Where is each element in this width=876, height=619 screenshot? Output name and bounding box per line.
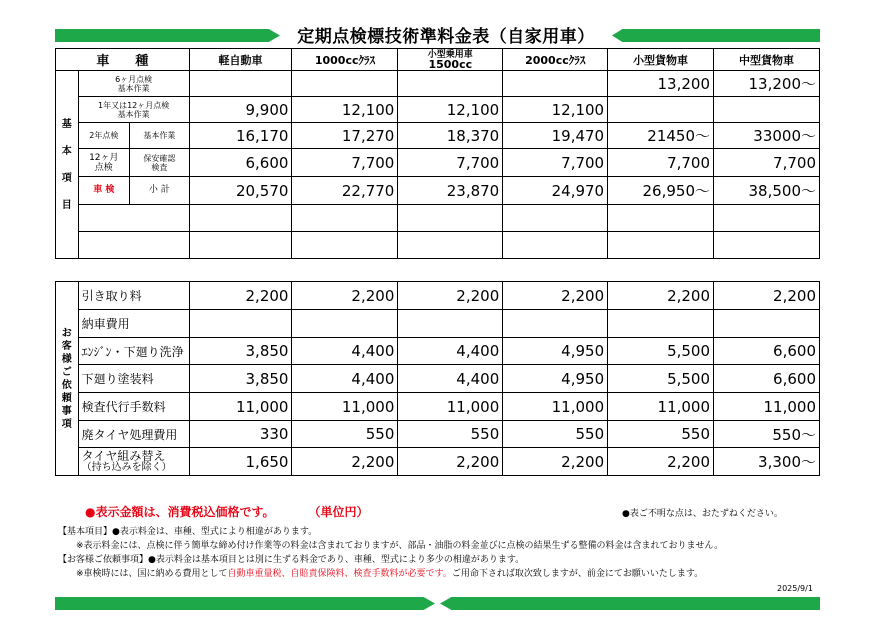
vehicle-type-header: 車 種	[56, 49, 190, 71]
table-row: 検査代行手数料 11,000 11,000 11,000 11,000 11,000 11,000	[56, 393, 820, 421]
col-small-truck: 小型貨物車	[608, 49, 714, 71]
row-label: 1年又は12ヶ月点検 基本作業	[78, 97, 189, 123]
table-row: タイヤ組み替え （持ち込みを除く） 1,650 2,200 2,200 2,200 2,200 3,300～	[56, 448, 820, 476]
title-bar-right	[612, 29, 820, 42]
header-row	[56, 49, 820, 71]
footnote-basic-detail: ※表示料金には、点検に伴う簡単な締め付け作業等の料金は含まれておりますが、部品・油脂の料金並びに点検の結果生ずる整備の料金は含まれておりません。	[58, 541, 724, 551]
inquiry-note: ●表ご不明な点は、おたずねください。	[622, 509, 783, 519]
empty-row	[56, 232, 820, 259]
table-row: 下廻り塗装料 3,850 4,400 4,400 4,950 5,500 6,600	[56, 365, 820, 393]
table-row: 車 検 小 計 20,570 22,770 23,870 24,970 26,950～ 38,500～	[56, 177, 820, 205]
section-label-basic: 基 本 項 目	[56, 71, 79, 259]
col-2000cc: 2000ccｸﾗｽ	[503, 49, 608, 71]
section-label-request: お 客 様 ご 依 頼 事 項	[56, 282, 79, 476]
table-row: 12ヶ月 点検 保安確認 検査 6,600 7,700 7,700 7,700 7,700 7,700	[56, 149, 820, 177]
table-row: 基 本 項 目 6ヶ月点検 基本作業 13,200 13,200～	[56, 71, 820, 97]
issue-date: 2025/9/1	[777, 584, 813, 593]
table-row: 2年点検 基本作業 16,170 17,270 18,370 19,470 21450～ 33000～	[56, 123, 820, 149]
tax-note: ●表示金額は、消費税込価格です。 （単位円）	[85, 505, 369, 519]
col-1500cc: 小型乗用車 1500cc	[398, 49, 503, 71]
col-medium-truck: 中型貨物車	[714, 49, 820, 71]
page-title: 定期点検標技術準料金表（自家用車）	[297, 27, 595, 47]
col-1000cc: 1000ccｸﾗｽ	[292, 49, 398, 71]
col-kei: 軽自動車	[189, 49, 292, 71]
row-label: 6ヶ月点検 基本作業	[78, 71, 189, 97]
unit-note: （単位円）	[314, 505, 369, 519]
table-row: 1年又は12ヶ月点検 基本作業 9,900 12,100 12,100 12,100	[56, 97, 820, 123]
footnote-basic: 【基本項目】●表示料金は、車種、型式により相違があります。	[58, 527, 318, 537]
table-row: 納車費用	[56, 310, 820, 338]
footnote-shaken: ※車検時には、国に納める費用として自動車重量税、自賠責保険料、検査手数料が必要です。ご用命下されば取次致しますが、前金にてお願いいたします。	[58, 569, 704, 579]
table-row: 廃タイヤ処理費用 330 550 550 550 550 550～	[56, 421, 820, 448]
empty-row	[56, 205, 820, 232]
footnote-request: 【お客様ご依頼事項】●表示料金は基本項目とは別に生ずる料金であり、車種、型式により多少の相違があります。	[58, 555, 525, 565]
customer-request-table	[55, 281, 820, 476]
footer-bar-right	[440, 597, 820, 610]
shaken-label: 車 検	[78, 177, 129, 205]
basic-items-table	[55, 48, 820, 259]
footer-bar-left	[55, 597, 435, 610]
table-row: ｴﾝｼﾞﾝ・下廻り洗浄 3,850 4,400 4,400 4,950 5,500 6,600	[56, 338, 820, 365]
table-row: お 客 様 ご 依 頼 事 項 引き取り料 2,200 2,200 2,200 2,200 2,200 2,200	[56, 282, 820, 310]
title-bar-left	[55, 29, 280, 42]
